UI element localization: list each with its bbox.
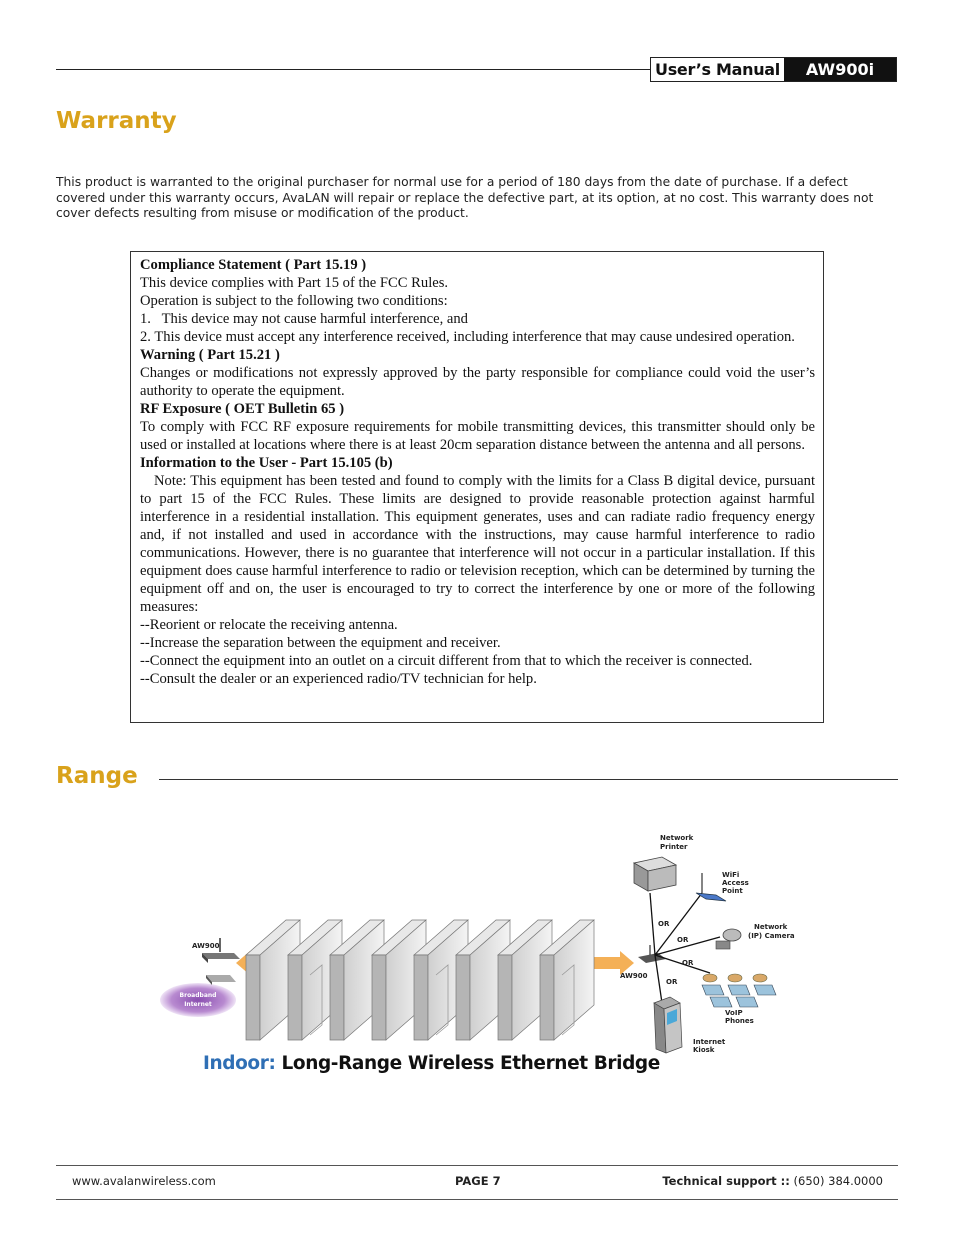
camera-label-1: Network xyxy=(754,923,788,931)
wifi-label-3: Point xyxy=(722,887,743,895)
voip-phones-icon xyxy=(702,974,776,1007)
measure-2: --Increase the separation between the equipment and receiver. xyxy=(140,635,501,651)
printer-label-1: Network xyxy=(660,834,694,842)
wifi-label-2: Access xyxy=(722,879,749,887)
condition-1: 1. This device may not cause harmful interference, and xyxy=(140,311,468,327)
measure-1: --Reorient or relocate the receiving antenna. xyxy=(140,617,398,633)
footer-page-number: PAGE 7 xyxy=(455,1174,501,1188)
diagram-caption xyxy=(203,1053,660,1074)
camera-icon xyxy=(716,929,741,949)
kiosk-label-2: Kiosk xyxy=(693,1046,715,1054)
measure-4: --Consult the dealer or an experienced radio/TV technician for help. xyxy=(140,671,537,687)
modem-icon xyxy=(206,975,236,985)
warranty-text: This product is warranted to the original purchaser for normal use for a period of 180 days from the date of purchase. If a defect covered under this warranty occurs, AvaLAN will repair or replace the defective part, at its option, at no cost. This warranty does not cover defects resulting from misuse or modification of the product. xyxy=(56,175,874,220)
caption-rest: Long-Range Wireless Ethernet Bridge xyxy=(275,1053,660,1074)
warning-text: Changes or modifications not expressly approved by the party responsible for compliance could void the user’s authority to operate the equipment. xyxy=(140,365,815,399)
footer-website[interactable]: www.avalanwireless.com xyxy=(72,1174,216,1188)
header-badge xyxy=(650,57,897,82)
aw900-left-label: AW900 xyxy=(192,942,220,950)
wifi-label-1: WiFi xyxy=(722,871,740,879)
broadband-label-1: Broadband xyxy=(179,992,217,999)
warning-heading: Warning ( Part 15.21 ) xyxy=(140,347,280,363)
or-label-2: OR xyxy=(677,936,689,944)
tech-support-number: (650) 384.0000 xyxy=(789,1174,883,1188)
footer-tech-support xyxy=(662,1174,883,1188)
or-label-3: OR xyxy=(682,959,694,967)
warranty-title: Warranty xyxy=(56,108,177,134)
kiosk-label-1: Internet xyxy=(693,1038,726,1046)
printer-label-2: Printer xyxy=(660,843,688,851)
camera-label-2: (IP) Camera xyxy=(748,932,795,940)
footer-rule-top xyxy=(56,1165,898,1166)
tech-support-label: Technical support :: xyxy=(662,1174,790,1188)
range-title: Range xyxy=(56,763,138,789)
caption-indoor: Indoor: xyxy=(203,1053,276,1074)
header-rule xyxy=(56,69,650,70)
condition-2: 2. This device must accept any interference received, including interference that may cause undesired operation. xyxy=(140,329,795,345)
voip-label-2: Phones xyxy=(725,1017,754,1025)
info-heading: Information to the User - Part 15.105 (b) xyxy=(140,455,393,471)
broadband-label-2: Internet xyxy=(184,1001,212,1008)
compliance-heading: Compliance Statement ( Part 15.19 ) xyxy=(140,257,367,273)
compliance-line-2: Operation is subject to the following two conditions: xyxy=(140,293,448,309)
printer-icon xyxy=(634,857,676,891)
fcc-statement-box xyxy=(130,251,824,723)
walls xyxy=(246,920,594,1040)
kiosk-icon xyxy=(654,997,682,1053)
aw900-right-device xyxy=(638,945,666,963)
range-rule xyxy=(159,779,898,780)
aw900-right-label: AW900 xyxy=(620,972,648,980)
or-label-4: OR xyxy=(666,978,678,986)
broadband-cloud xyxy=(160,983,236,1017)
rf-heading: RF Exposure ( OET Bulletin 65 ) xyxy=(140,401,345,417)
or-label-1: OR xyxy=(658,920,670,928)
rf-text: To comply with FCC RF exposure requirements for mobile transmitting devices, this transmitter should only be used or installed at locations where there is at least 20cm separation distance between the antenna and all persons. xyxy=(140,419,815,453)
measure-3: --Connect the equipment into an outlet on a circuit different from that to which the receiver is connected. xyxy=(140,653,753,669)
model-label: AW900i xyxy=(784,58,896,81)
range-diagram xyxy=(150,825,830,1085)
info-text: Note: This equipment has been tested and found to comply with the limits for a Class B digital device, pursuant to part 15 of the FCC Rules. These limits are designed to provide reasonable protection against harmful interference in a residential installation. This equipment generates, uses and can radiate radio frequency energy and, if not installed and used in accordance with the instructions, may cause harmful interference to radio communications. However, there is no guarantee that interference will not occur in a particular installation. If this equipment does cause harmful interference to radio or television reception, which can be determined by turning the equipment off and on, the user is encouraged to try to correct the interference by one or more of the following measures: xyxy=(140,473,815,615)
footer-rule-bottom xyxy=(56,1199,898,1200)
compliance-line-1: This device complies with Part 15 of the FCC Rules. xyxy=(140,275,449,291)
manual-label: User’s Manual xyxy=(655,60,780,79)
voip-label-1: VoIP xyxy=(725,1009,743,1017)
